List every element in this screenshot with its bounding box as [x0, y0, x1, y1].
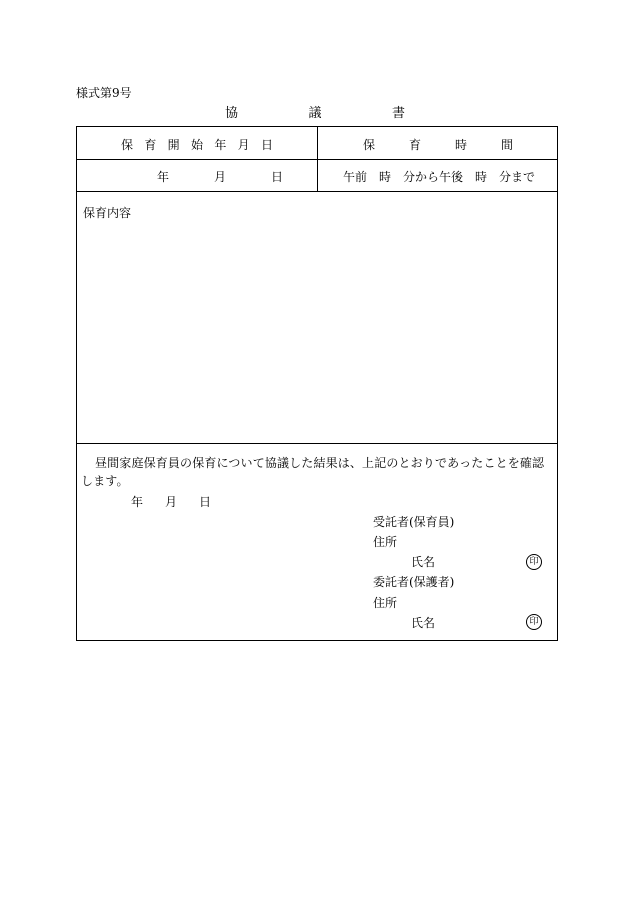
- title-char: 協: [225, 106, 239, 121]
- row-divider: [77, 443, 557, 444]
- header-char: 日: [260, 138, 273, 152]
- header-char: 保: [363, 138, 376, 152]
- hours-value: 午前 時 分から午後 時 分まで: [343, 170, 536, 184]
- consignor-seal-icon: 印: [526, 614, 542, 630]
- column-divider: [317, 127, 318, 191]
- consignor-address-label: 住所: [373, 596, 398, 610]
- date-char: 月: [213, 170, 226, 184]
- date-char: 月: [164, 495, 177, 509]
- header-char: 月: [237, 138, 250, 152]
- start-date-header: [121, 136, 273, 153]
- header-char: 年: [214, 138, 227, 152]
- header-char: 間: [500, 138, 513, 152]
- consignor-label: 委託者(保護者): [373, 575, 455, 589]
- confirmation-text: 昼間家庭保育員の保育について協議した結果は、上記のとおりであったことを確認します。: [81, 456, 545, 488]
- trustee-name-label: 氏名: [411, 555, 436, 569]
- header-char: 開: [167, 138, 180, 152]
- hours-header: [363, 136, 513, 153]
- header-char: 保: [121, 138, 134, 152]
- confirmation-date: [131, 493, 211, 510]
- trustee-address-label: 住所: [373, 535, 398, 549]
- header-char: 育: [408, 138, 421, 152]
- row-divider: [77, 191, 557, 192]
- consignor-name-label: 氏名: [411, 616, 436, 630]
- trustee-label: 受託者(保育員): [373, 515, 455, 529]
- care-content-label: 保育内容: [83, 206, 132, 220]
- date-char: 日: [198, 495, 211, 509]
- start-date-value: [157, 168, 283, 185]
- header-char: 育: [144, 138, 157, 152]
- document-title: [225, 102, 405, 121]
- title-char: 書: [391, 106, 405, 121]
- header-char: 時: [454, 138, 467, 152]
- title-char: 議: [308, 106, 322, 121]
- trustee-seal-icon: 印: [526, 554, 542, 570]
- date-char: 年: [157, 170, 170, 184]
- date-char: 年: [131, 495, 144, 509]
- agreement-form-table: [76, 126, 558, 641]
- header-char: 始: [190, 138, 203, 152]
- date-char: 日: [270, 170, 283, 184]
- form-number: 様式第9号: [76, 86, 132, 100]
